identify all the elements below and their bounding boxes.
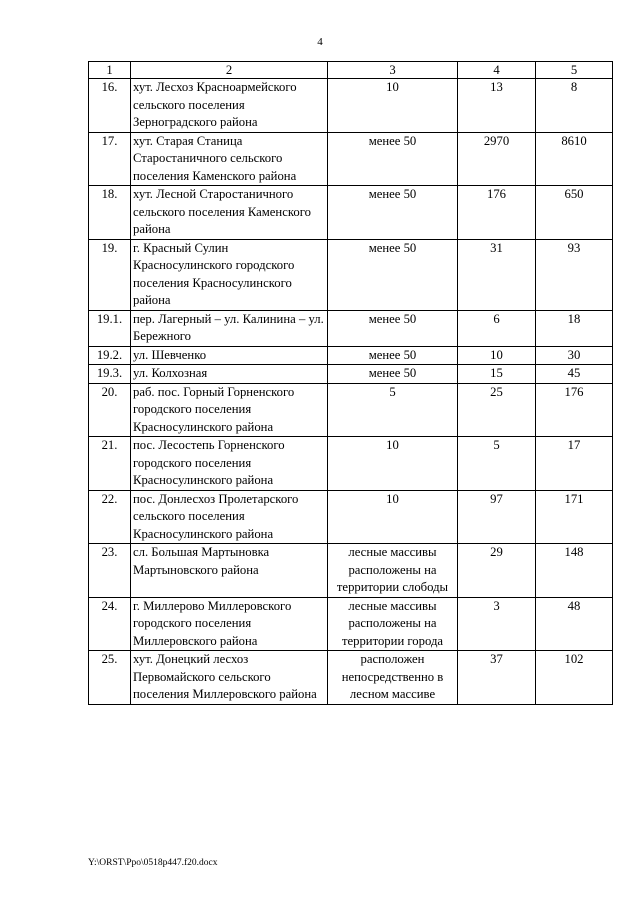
- total-cell: 48: [536, 597, 613, 651]
- total-cell: 8610: [536, 132, 613, 186]
- row-number-cell: 23.: [89, 544, 131, 598]
- settlement-name-cell: ул. Шевченко: [131, 346, 328, 365]
- table-row: [89, 437, 613, 491]
- distance-cell: 10: [328, 437, 458, 491]
- total-cell: 30: [536, 346, 613, 365]
- row-number-cell: 17.: [89, 132, 131, 186]
- total-cell: 650: [536, 186, 613, 240]
- population-cell: 3: [458, 597, 536, 651]
- table-row: [89, 383, 613, 437]
- data-table: [88, 61, 613, 705]
- row-number-cell: 16.: [89, 79, 131, 133]
- total-cell: 148: [536, 544, 613, 598]
- settlement-name-cell: хут. Донецкий лесхоз Первомайского сельского поселения Миллеровского района: [131, 651, 328, 705]
- total-cell: 171: [536, 490, 613, 544]
- population-cell: 6: [458, 310, 536, 346]
- row-number-cell: 20.: [89, 383, 131, 437]
- settlement-name-cell: раб. пос. Горный Горненского городского поселения Красносулинского района: [131, 383, 328, 437]
- table-row: [89, 79, 613, 133]
- distance-cell: менее 50: [328, 365, 458, 384]
- distance-cell: менее 50: [328, 132, 458, 186]
- table-row: [89, 597, 613, 651]
- distance-cell: менее 50: [328, 310, 458, 346]
- table-header-row: [89, 62, 613, 79]
- settlement-name-cell: пос. Донлесхоз Пролетарского сельского поселения Красносулинского района: [131, 490, 328, 544]
- settlement-name-cell: пер. Лагерный – ул. Калинина – ул. Бережного: [131, 310, 328, 346]
- table-row: [89, 544, 613, 598]
- settlement-name-cell: хут. Лесной Старостаничного сельского поселения Каменского района: [131, 186, 328, 240]
- distance-cell: лесные массивы расположены на территории города: [328, 597, 458, 651]
- total-cell: 102: [536, 651, 613, 705]
- population-cell: 10: [458, 346, 536, 365]
- table-row: [89, 490, 613, 544]
- header-cell: 4: [458, 62, 536, 79]
- distance-cell: менее 50: [328, 186, 458, 240]
- population-cell: 13: [458, 79, 536, 133]
- row-number-cell: 19.3.: [89, 365, 131, 384]
- population-cell: 31: [458, 239, 536, 310]
- row-number-cell: 19.: [89, 239, 131, 310]
- row-number-cell: 18.: [89, 186, 131, 240]
- settlement-name-cell: г. Красный Сулин Красносулинского городского поселения Красносулинского района: [131, 239, 328, 310]
- settlement-name-cell: сл. Большая Мартыновка Мартыновского района: [131, 544, 328, 598]
- population-cell: 2970: [458, 132, 536, 186]
- header-cell: 2: [131, 62, 328, 79]
- row-number-cell: 22.: [89, 490, 131, 544]
- distance-cell: 10: [328, 79, 458, 133]
- settlement-name-cell: хут. Лесхоз Красноармейского сельского поселения Зерноградского района: [131, 79, 328, 133]
- row-number-cell: 25.: [89, 651, 131, 705]
- settlement-name-cell: хут. Старая Станица Старостаничного сельского поселения Каменского района: [131, 132, 328, 186]
- distance-cell: расположен непосредственно в лесном массиве: [328, 651, 458, 705]
- table-row: [89, 651, 613, 705]
- population-cell: 176: [458, 186, 536, 240]
- population-cell: 5: [458, 437, 536, 491]
- distance-cell: 5: [328, 383, 458, 437]
- header-cell: 3: [328, 62, 458, 79]
- distance-cell: менее 50: [328, 239, 458, 310]
- total-cell: 17: [536, 437, 613, 491]
- row-number-cell: 19.1.: [89, 310, 131, 346]
- distance-cell: менее 50: [328, 346, 458, 365]
- population-cell: 37: [458, 651, 536, 705]
- table-row: [89, 310, 613, 346]
- header-cell: 1: [89, 62, 131, 79]
- page-number: 4: [317, 36, 323, 48]
- population-cell: 25: [458, 383, 536, 437]
- total-cell: 18: [536, 310, 613, 346]
- settlement-name-cell: ул. Колхозная: [131, 365, 328, 384]
- total-cell: 176: [536, 383, 613, 437]
- total-cell: 8: [536, 79, 613, 133]
- total-cell: 45: [536, 365, 613, 384]
- table-row: [89, 239, 613, 310]
- row-number-cell: 19.2.: [89, 346, 131, 365]
- row-number-cell: 24.: [89, 597, 131, 651]
- distance-cell: 10: [328, 490, 458, 544]
- population-cell: 97: [458, 490, 536, 544]
- table-row: [89, 346, 613, 365]
- table-row: [89, 186, 613, 240]
- settlement-name-cell: г. Миллерово Миллеровского городского поселения Миллеровского района: [131, 597, 328, 651]
- population-cell: 29: [458, 544, 536, 598]
- distance-cell: лесные массивы расположены на территории слободы: [328, 544, 458, 598]
- population-cell: 15: [458, 365, 536, 384]
- table-row: [89, 365, 613, 384]
- file-path-footer: Y:\ORST\Ppo\0518p447.f20.docx: [88, 858, 218, 868]
- row-number-cell: 21.: [89, 437, 131, 491]
- header-cell: 5: [536, 62, 613, 79]
- total-cell: 93: [536, 239, 613, 310]
- table-row: [89, 132, 613, 186]
- settlement-name-cell: пос. Лесостепь Горненского городского поселения Красносулинского района: [131, 437, 328, 491]
